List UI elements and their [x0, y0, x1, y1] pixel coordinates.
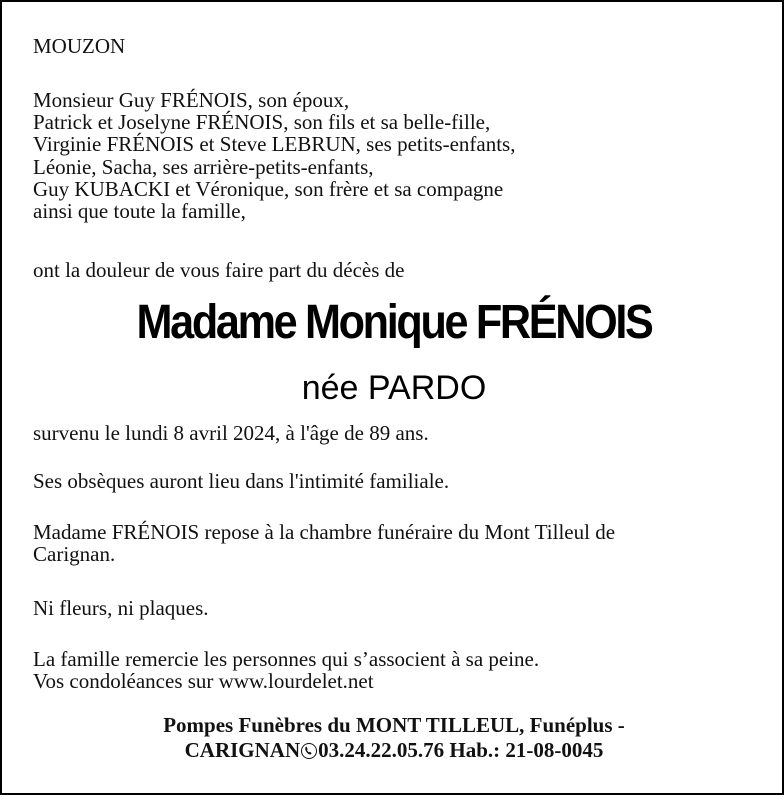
- flowers-note: Ni fleurs, ni plaques.: [33, 596, 209, 620]
- funeral-home-city: CARIGNAN: [184, 738, 301, 762]
- funeral-home-phone-and-license: 03.24.22.05.76 Hab.: 21-08-0045: [318, 738, 604, 762]
- death-details: survenu le lundi 8 avril 2024, à l'âge de 89 ans.: [33, 421, 429, 445]
- family-line: ainsi que toute la famille,: [33, 198, 246, 223]
- deceased-name: Madame Monique FRÉNOIS: [136, 296, 652, 349]
- family-line: Monsieur Guy FRÉNOIS, son époux,: [33, 88, 350, 112]
- family-line: Patrick et Joselyne FRÉNOIS, son fils et sa belle-fille,: [33, 110, 491, 135]
- funeral-home-name: Pompes Funèbres du MONT TILLEUL, Funéplus -: [163, 713, 625, 737]
- phone-icon: [301, 743, 317, 759]
- funeral-home-contact: [2, 738, 784, 763]
- family-line: Guy KUBACKI et Véronique, son frère et sa compagne: [33, 176, 504, 201]
- family-line: Léonie, Sacha, ses arrière-petits-enfants,: [33, 154, 374, 179]
- family-list: [33, 89, 515, 222]
- rest-location-line: Madame FRÉNOIS repose à la chambre funéraire du Mont Tilleul de: [33, 520, 616, 544]
- place-name: MOUZON: [33, 34, 126, 58]
- family-line: Virginie FRÉNOIS et Steve LEBRUN, ses petits-enfants,: [33, 132, 516, 157]
- condolences-note: Vos condoléances sur www.lourdelet.net: [33, 669, 374, 693]
- announcement-intro: ont la douleur de vous faire part du décès de: [33, 258, 405, 282]
- maiden-name: née PARDO: [301, 369, 487, 407]
- thanks-note: La famille remercie les personnes qui s’associent à sa peine.: [33, 647, 540, 671]
- rest-location-line: Carignan.: [33, 542, 116, 566]
- funeral-details: Ses obsèques auront lieu dans l'intimité familiale.: [33, 469, 450, 493]
